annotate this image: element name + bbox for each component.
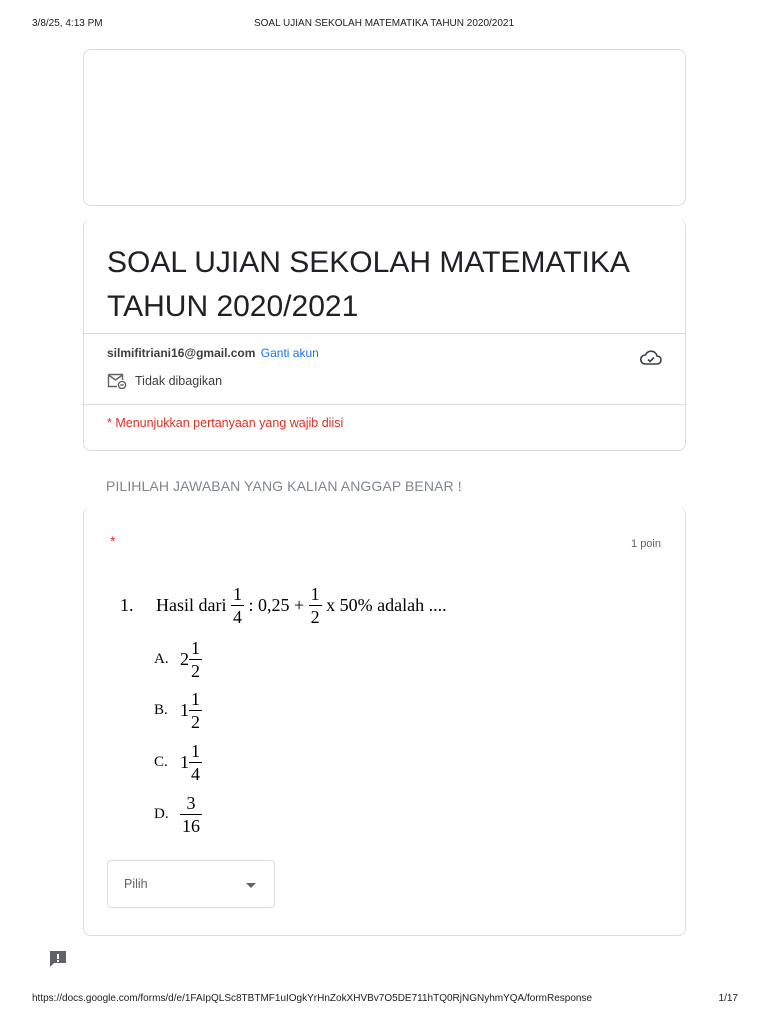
mail-icon: [107, 373, 127, 389]
share-status-row: [107, 373, 222, 389]
divider: [84, 404, 685, 405]
feedback-icon[interactable]: [48, 949, 68, 969]
question-middle: : 0,25 +: [248, 595, 305, 615]
form-title: SOAL UJIAN SEKOLAH MATEMATIKA TAHUN 2020/2021: [107, 246, 629, 323]
account-email: silmifitriani16@gmail.com: [107, 346, 256, 360]
fraction: $\frac{1}{4}$: [232, 584, 242, 627]
divider: [84, 333, 685, 334]
print-datetime: 3/8/25, 4:13 PM: [32, 18, 103, 29]
required-marker: *: [110, 533, 116, 549]
account-row: [107, 346, 319, 360]
question-suffix: x 50% adalah ....: [326, 595, 447, 615]
share-status-text: Tidak dibagikan: [135, 374, 223, 388]
fraction: $\frac{1}{2}$: [310, 584, 320, 627]
question-prefix: Hasil dari: [156, 595, 227, 615]
page-url: https://docs.google.com/forms/d/e/1FAIpQLSc8TBTMF1uIOgkYrHnZokXHVBv7O5DE711hTQ0RjNGNyhmYQA/formResponse: [32, 993, 593, 1004]
chevron-down-icon: [246, 883, 256, 888]
question-card: [83, 507, 686, 936]
form-title-card: [83, 219, 686, 451]
answer-dropdown[interactable]: [107, 860, 275, 908]
question-text: [120, 585, 447, 626]
answer-option: A. 2 $\frac{1}{2}$: [154, 638, 200, 681]
dropdown-placeholder: Pilih: [124, 877, 148, 891]
page-number: 1/17: [718, 993, 738, 1004]
question-points: 1 poin: [631, 538, 661, 550]
section-description: PILIHLAH JAWABAN YANG KALIAN ANGGAP BENAR !: [106, 478, 462, 494]
answer-option: B. 1 $\frac{1}{2}$: [154, 689, 200, 732]
print-title: SOAL UJIAN SEKOLAH MATEMATIKA TAHUN 2020/2021: [253, 18, 515, 29]
answer-option: C. 1 $\frac{1}{4}$: [154, 741, 200, 784]
cloud-check-icon[interactable]: [639, 348, 663, 368]
answer-option: D. $\frac{3}{16}$: [154, 793, 200, 836]
print-header: [0, 18, 768, 32]
header-banner: [83, 49, 686, 206]
switch-account-link[interactable]: Ganti akun: [260, 346, 319, 360]
question-number: 1.: [120, 595, 134, 615]
print-footer: [0, 993, 768, 1007]
required-note: * Menunjukkan pertanyaan yang wajib diisi: [107, 416, 344, 430]
